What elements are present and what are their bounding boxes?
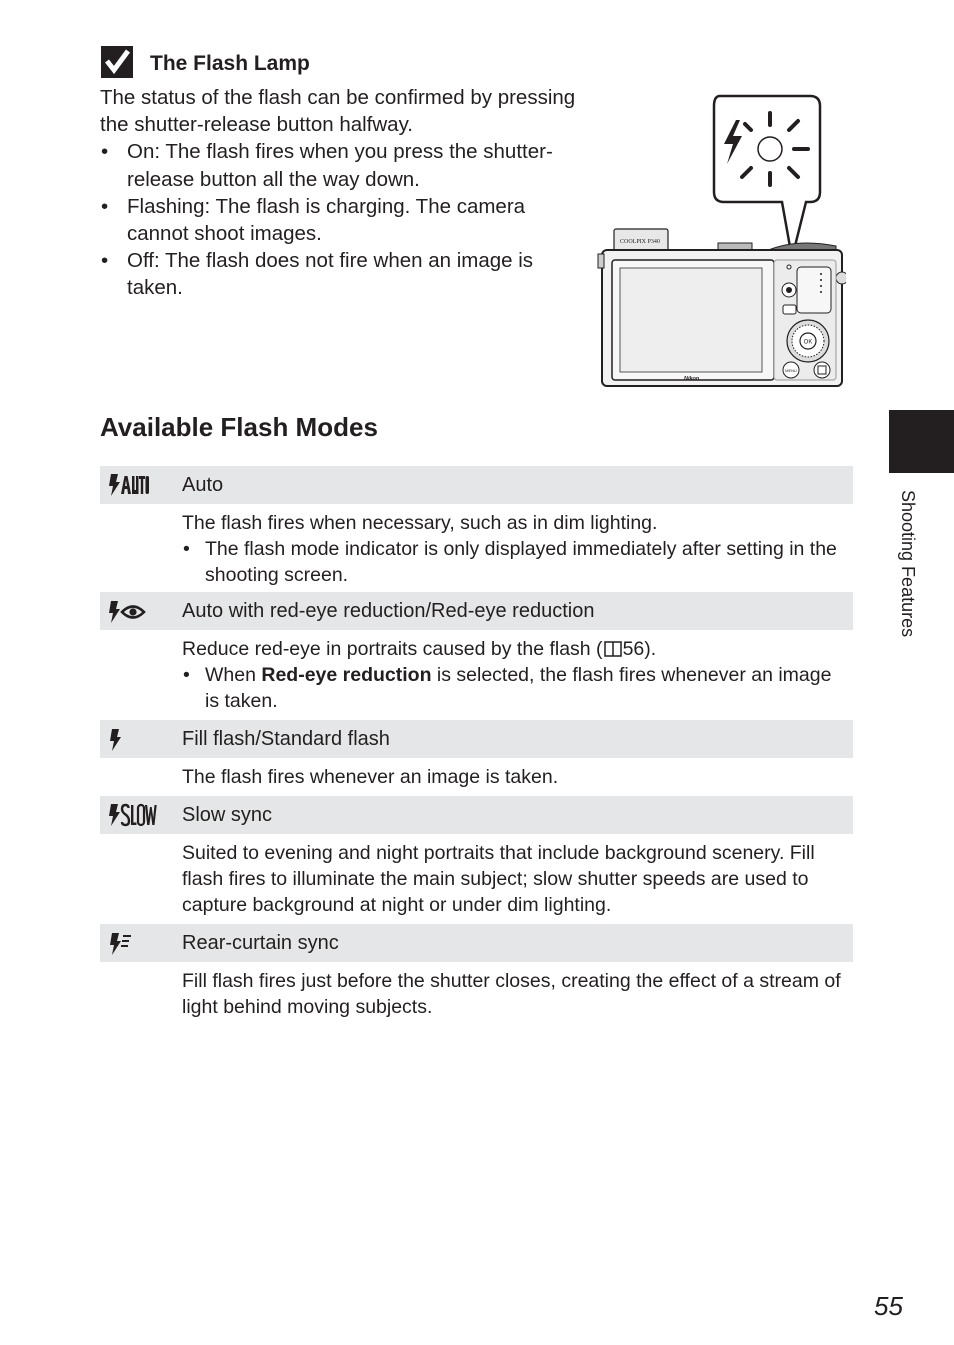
note-intro: The status of the flash can be confirmed by pressing the shutter-release button halfway.: [100, 86, 576, 137]
bullet-mark: •: [183, 663, 190, 686]
camera-back-illustration: [596, 92, 846, 390]
mode-row-fill-flash: [100, 720, 853, 758]
mode-name: Rear-curtain sync: [182, 932, 339, 954]
slow-sync-icon: [109, 802, 157, 828]
mode-description: [100, 630, 853, 720]
mode-description: [100, 504, 853, 592]
camera-model-label: COOLPIX P340: [620, 239, 660, 245]
mode-description-text: Suited to evening and night portraits that include background scenery. Fill flash fires to illuminate the main subject; slow shutter speeds are used to capture background at night or under dim lighting.: [182, 842, 815, 916]
description-text: Reduce red-eye in portraits caused by the flash (: [182, 638, 603, 660]
mode-row-slow-sync: [100, 796, 853, 834]
mode-description-text: [182, 637, 845, 663]
flash-red-eye-icon: [109, 598, 149, 624]
menu-button-label: MENU: [785, 368, 797, 373]
mode-description: [100, 962, 853, 1028]
mode-description-text: The flash fires when necessary, such as in dim lighting.: [182, 512, 658, 534]
bullet-mark: •: [183, 537, 190, 560]
ok-button-label: OK: [803, 339, 813, 346]
rear-curtain-sync-icon: [109, 930, 133, 956]
mode-row-rear-curtain: [100, 924, 853, 962]
mode-bullet: [182, 663, 845, 715]
flash-lamp-callout: [714, 96, 820, 258]
bullet-mark: •: [101, 249, 109, 273]
mode-name: Slow sync: [182, 804, 273, 826]
fill-flash-icon: [109, 726, 123, 752]
chapter-tab: [889, 410, 954, 473]
note-bullet-flashing: [100, 193, 580, 247]
bullet-text: When: [205, 663, 262, 686]
note-body: [100, 84, 580, 302]
mode-description: [100, 834, 853, 924]
mode-bullets: [182, 663, 845, 715]
check-box-icon: [101, 46, 133, 78]
note-bullet-text: Flashing: The flash is charging. The camera cannot shoot images.: [127, 194, 526, 246]
camera-brand-label: Nikon: [684, 376, 700, 382]
note-bullet-text: Off: The flash does not fire when an image is taken.: [127, 249, 534, 300]
bullet-text: is selected, the flash fires whenever an image is taken.: [205, 663, 832, 712]
mode-name: Auto: [182, 474, 224, 496]
mode-bullet-text: The flash mode indicator is only displayed immediately after setting in the shooting screen.: [205, 537, 837, 586]
flash-modes-table: [100, 466, 853, 1028]
mode-bullet: [182, 537, 845, 589]
mode-description: [100, 758, 853, 796]
note-bullet-text: On: The flash fires when you press the shutter-release button all the way down.: [127, 140, 553, 191]
note-bullet-off: [100, 247, 580, 301]
bullet-mark: •: [101, 194, 109, 218]
section-title: Available Flash Modes: [100, 412, 378, 442]
mode-description-text: The flash fires whenever an image is taken.: [182, 766, 559, 788]
bullet-mark: •: [101, 140, 109, 164]
chapter-tab-label: Shooting Features: [898, 490, 918, 638]
description-text: ).: [644, 638, 657, 660]
mode-name: Fill flash/Standard flash: [182, 728, 390, 750]
page-number: 55: [874, 1291, 903, 1321]
reference-page[interactable]: 56: [622, 638, 645, 660]
mode-row-auto: [100, 466, 853, 504]
book-reference-icon: [604, 640, 622, 658]
note-title: The Flash Lamp: [150, 52, 310, 75]
note-bullet-on: [100, 138, 580, 192]
note-bullets: [100, 138, 580, 301]
mode-row-red-eye: [100, 592, 853, 630]
flash-auto-icon: [109, 472, 149, 498]
bullet-bold-text: Red-eye reduction: [261, 663, 432, 686]
mode-bullets: [182, 537, 845, 589]
mode-description-text: Fill flash fires just before the shutter closes, creating the effect of a stream of light behind moving subjects.: [182, 970, 841, 1018]
mode-name: Auto with red-eye reduction/Red-eye reduction: [182, 600, 595, 622]
